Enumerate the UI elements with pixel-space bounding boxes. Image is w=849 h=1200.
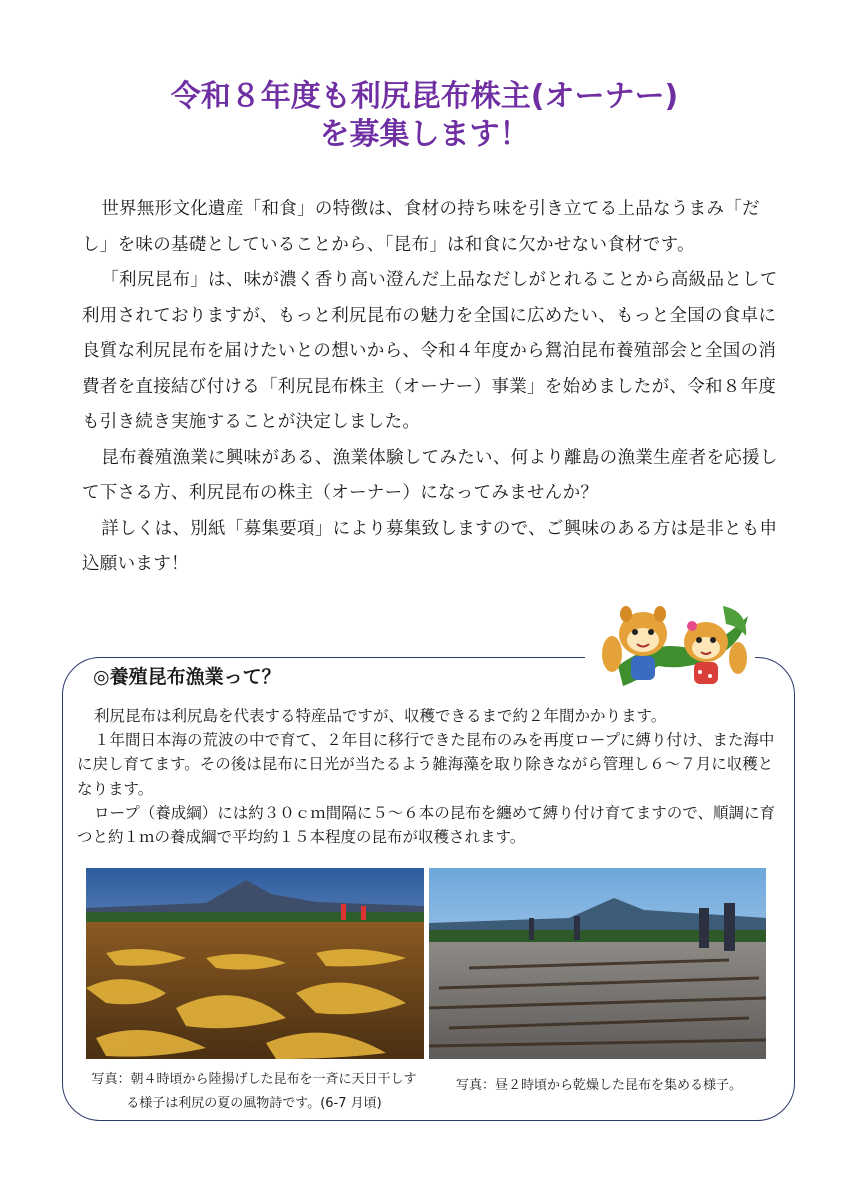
photo-caption-1 (78, 1068, 430, 1116)
intro-paragraph: 昆布養殖漁業に興味がある、漁業体験してみたい、何より離島の漁業生産者を応援して下さる方、利尻昆布の株主（オーナー）になってみませんか？ (82, 447, 778, 503)
box-paragraph: １年間日本海の荒波の中で育て、２年目に移行できた昆布のみを再度ロープに縛り付け、また海中に戻し育てます。その後は昆布に日光が当たるよう雑海藻を取り除きながら管理し６～７月に収穫となります。 (77, 731, 775, 798)
intro-paragraph: 詳しくは、別紙「募集要項」により募集致しますので、ご興味のある方は是非とも申込願います！ (82, 518, 778, 574)
box-paragraph: ロープ（養成綱）には約３０ｃｍ間隔に５～６本の昆布を纏めて縛り付け育てますので、順調に育つと約１ｍの養成綱で平均約１５本程度の昆布が収穫されます。 (77, 803, 775, 847)
photo-caption-2: 写真：昼２時頃から乾燥した昆布を集める様子。 (455, 1078, 742, 1093)
box-text (77, 704, 777, 849)
page-title-line-1: 令和８年度も利尻昆布株主(オーナー) (170, 79, 679, 114)
photo-caption-1-line-1: 写真：朝４時頃から陸揚げした昆布を一斉に天日干しす (91, 1072, 417, 1087)
box-heading: ◎養殖昆布漁業って？ (93, 666, 281, 688)
photo-kelp-collecting (429, 868, 766, 1059)
intro-paragraph: 「利尻昆布」は、味が濃く香り高い澄んだ上品なだしがとれることから高級品として利用されておりますが、もっと利尻昆布の魅力を全国に広めたい、もっと全国の食卓に良質な利尻昆布を届けたいとの想いから、令和４年度から鴛泊昆布養殖部会と全国の消費者を直接結び付ける「利尻昆布株主（オーナー）事業」を始めましたが、令和８年度も引き続き実施することが決定しました。 (82, 270, 778, 432)
page-title (0, 78, 849, 154)
photo-caption-1-line-2: る様子は利尻の夏の風物詩です。(6-7 月頃) (126, 1096, 382, 1111)
box-paragraph: 利尻昆布は利尻島を代表する特産品ですが、収穫できるまで約２年間かかります。 (94, 707, 667, 725)
mascot-illustration (598, 596, 758, 696)
page-title-line-2: を募集します！ (319, 117, 530, 152)
photo-kelp-drying (86, 868, 424, 1059)
intro-paragraph: 世界無形文化遺産「和食」の特徴は、食材の持ち味を引き立てる上品なうまみ「だし」を味の基礎としていることから、「昆布」は和食に欠かせない食材です。 (82, 199, 760, 255)
intro-text (82, 192, 782, 583)
